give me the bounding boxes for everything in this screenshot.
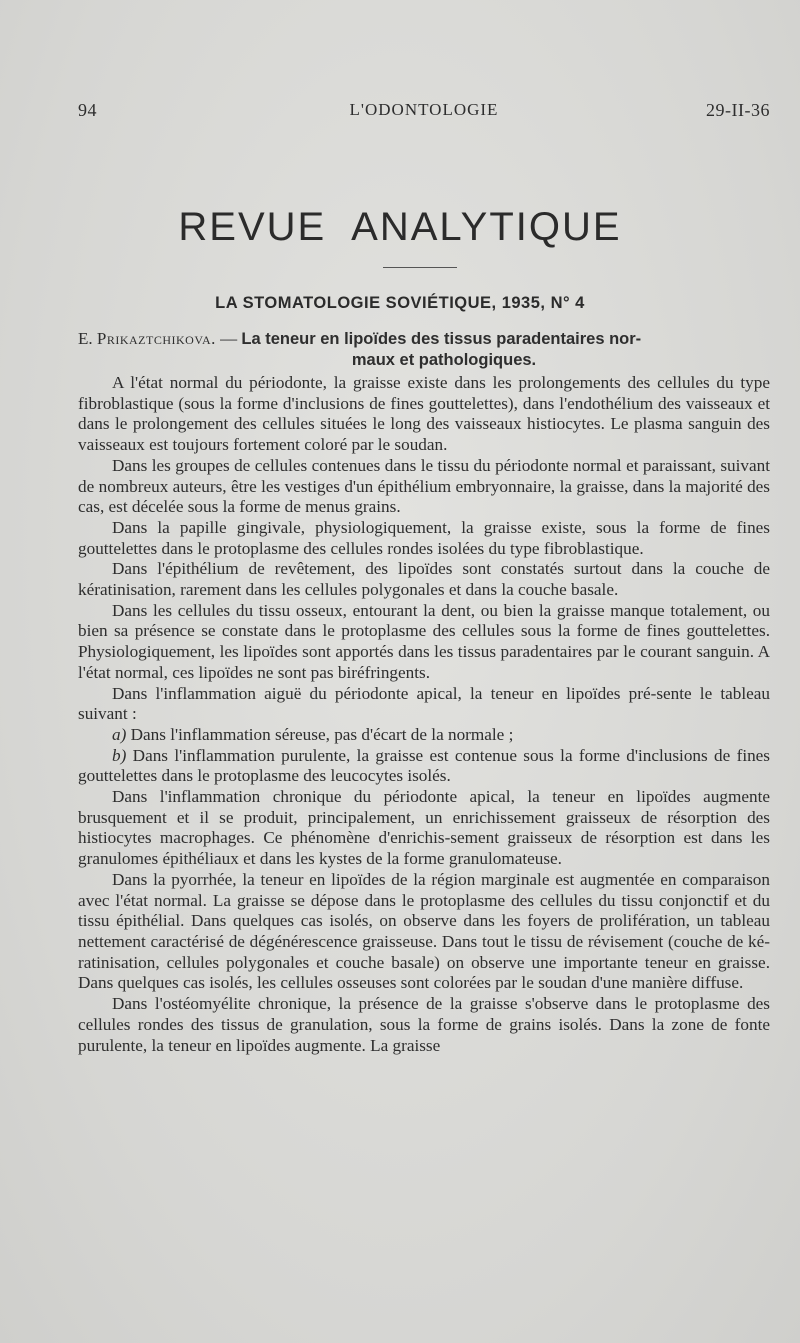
paragraph: Dans les groupes de cellules contenues dans le tissu du périodonte normal et paraissant, suivant de nombreux auteurs, être les vestiges d'un épithélium embryonnaire, la graisse, dans la majorité des cas, est décelée sous la forme de menus grains.: [78, 455, 770, 517]
journal-name: L'ODONTOLOGIE: [349, 100, 499, 119]
author-initial: E.: [78, 329, 97, 348]
article-title-line-2: maux et pathologiques.: [351, 351, 537, 369]
paragraph: Dans l'épithélium de revêtement, des lipoïdes sont constatés surtout dans la couche de kératinisation, rarement dans les cellules polygonales et dans la couche basale.: [78, 559, 770, 600]
title-divider: [383, 267, 457, 268]
paragraph: Dans l'inflammation chronique du périodonte apical, la teneur en lipoïdes augmente brusquement et il se produit, principalement, un enrichissement graisseux de résorption des histiocytes macrophages. Ce phénomène d'enrichis-sement graisseux de résorption est dans les granulomes épithéliaux et dans les kystes de la forme granulomateuse.: [78, 787, 770, 869]
paragraph: Dans la papille gingivale, physiologiquement, la graisse existe, sous la forme de fines gouttelettes dans le protoplasme des cellules rondes isolées du type fibroblastique.: [78, 517, 770, 558]
title-dash: —: [215, 329, 242, 348]
list-item: [78, 746, 770, 787]
paragraph: Dans les cellules du tissu osseux, entourant la dent, ou bien la graisse manque totalement, ou bien sa présence se constate dans le protoplasme des cellules sous la forme de fines gouttelettes. Physiologiquement, les lipoïdes sont apportés dans les tissus paradentaires par le courant sanguin. A l'état normal, ces lipoïdes ne sont pas biréfringents.: [78, 600, 770, 682]
paragraph: Dans l'inflammation aiguë du périodonte apical, la teneur en lipoïdes pré-sente le tableau suivant :: [78, 683, 770, 724]
item-text: Dans l'inflammation séreuse, pas d'écart de la normale ;: [126, 724, 514, 744]
journal-heading: LA STOMATOLOGIE SOVIÉTIQUE, 1935, N° 4: [215, 294, 585, 312]
article-title-line-1: La teneur en lipoïdes des tissus paradentaires nor-: [241, 330, 642, 348]
paragraph: Dans la pyorrhée, la teneur en lipoïdes de la région marginale est augmentée en comparaison avec l'état normal. La graisse se dépose dans le protoplasme des cellules du tissu conjonctif et du tissu épithélial. Dans quelques cas isolés, on observe dans les foyers de prolifération, un tableau nettement caractérisé de dégénérescence graisseuse. Dans tout le tissu de révisement (couche de ké-ratinisation, cellules polygonales et couche basale) on observe une importante teneur en graisse. Dans quelques cas isolés, les cellules osseuses sont colorées par le soudan d'une manière diffuse.: [78, 869, 770, 993]
section-title: REVUE ANALYTIQUE: [178, 205, 622, 249]
issue-date: 29-II-36: [706, 100, 770, 120]
paragraph: A l'état normal du périodonte, la graisse existe dans les prolongements des cellules du type fibroblastique (sous la forme d'inclusions de fines gouttelettes), dans l'endothélium des vaisseaux et dans le prolongement des cellules situées le long des vaisseaux histiocytes. Le plasma sanguin des vaisseaux est toujours fortement coloré par le soudan.: [78, 373, 770, 455]
item-label: b): [112, 745, 127, 765]
author-name: Prikaztchikova.: [96, 329, 216, 348]
article-heading: [78, 328, 770, 371]
list-item: [78, 725, 770, 746]
article-body: [78, 373, 770, 1056]
item-label: a): [112, 724, 127, 744]
paragraph: Dans l'ostéomyélite chronique, la présence de la graisse s'observe dans le protoplasme des cellules rondes des tissus de granulation, sous la forme de grains isolés. Dans la zone de fonte purulente, la teneur en lipoïdes augmente. La graisse: [78, 994, 770, 1055]
item-text: Dans l'inflammation purulente, la graisse est contenue sous la forme d'inclusions de fines gouttelettes dans le protoplasme des leucocytes isolés.: [78, 745, 770, 786]
page-number: 94: [78, 100, 97, 120]
running-head: [78, 100, 770, 126]
